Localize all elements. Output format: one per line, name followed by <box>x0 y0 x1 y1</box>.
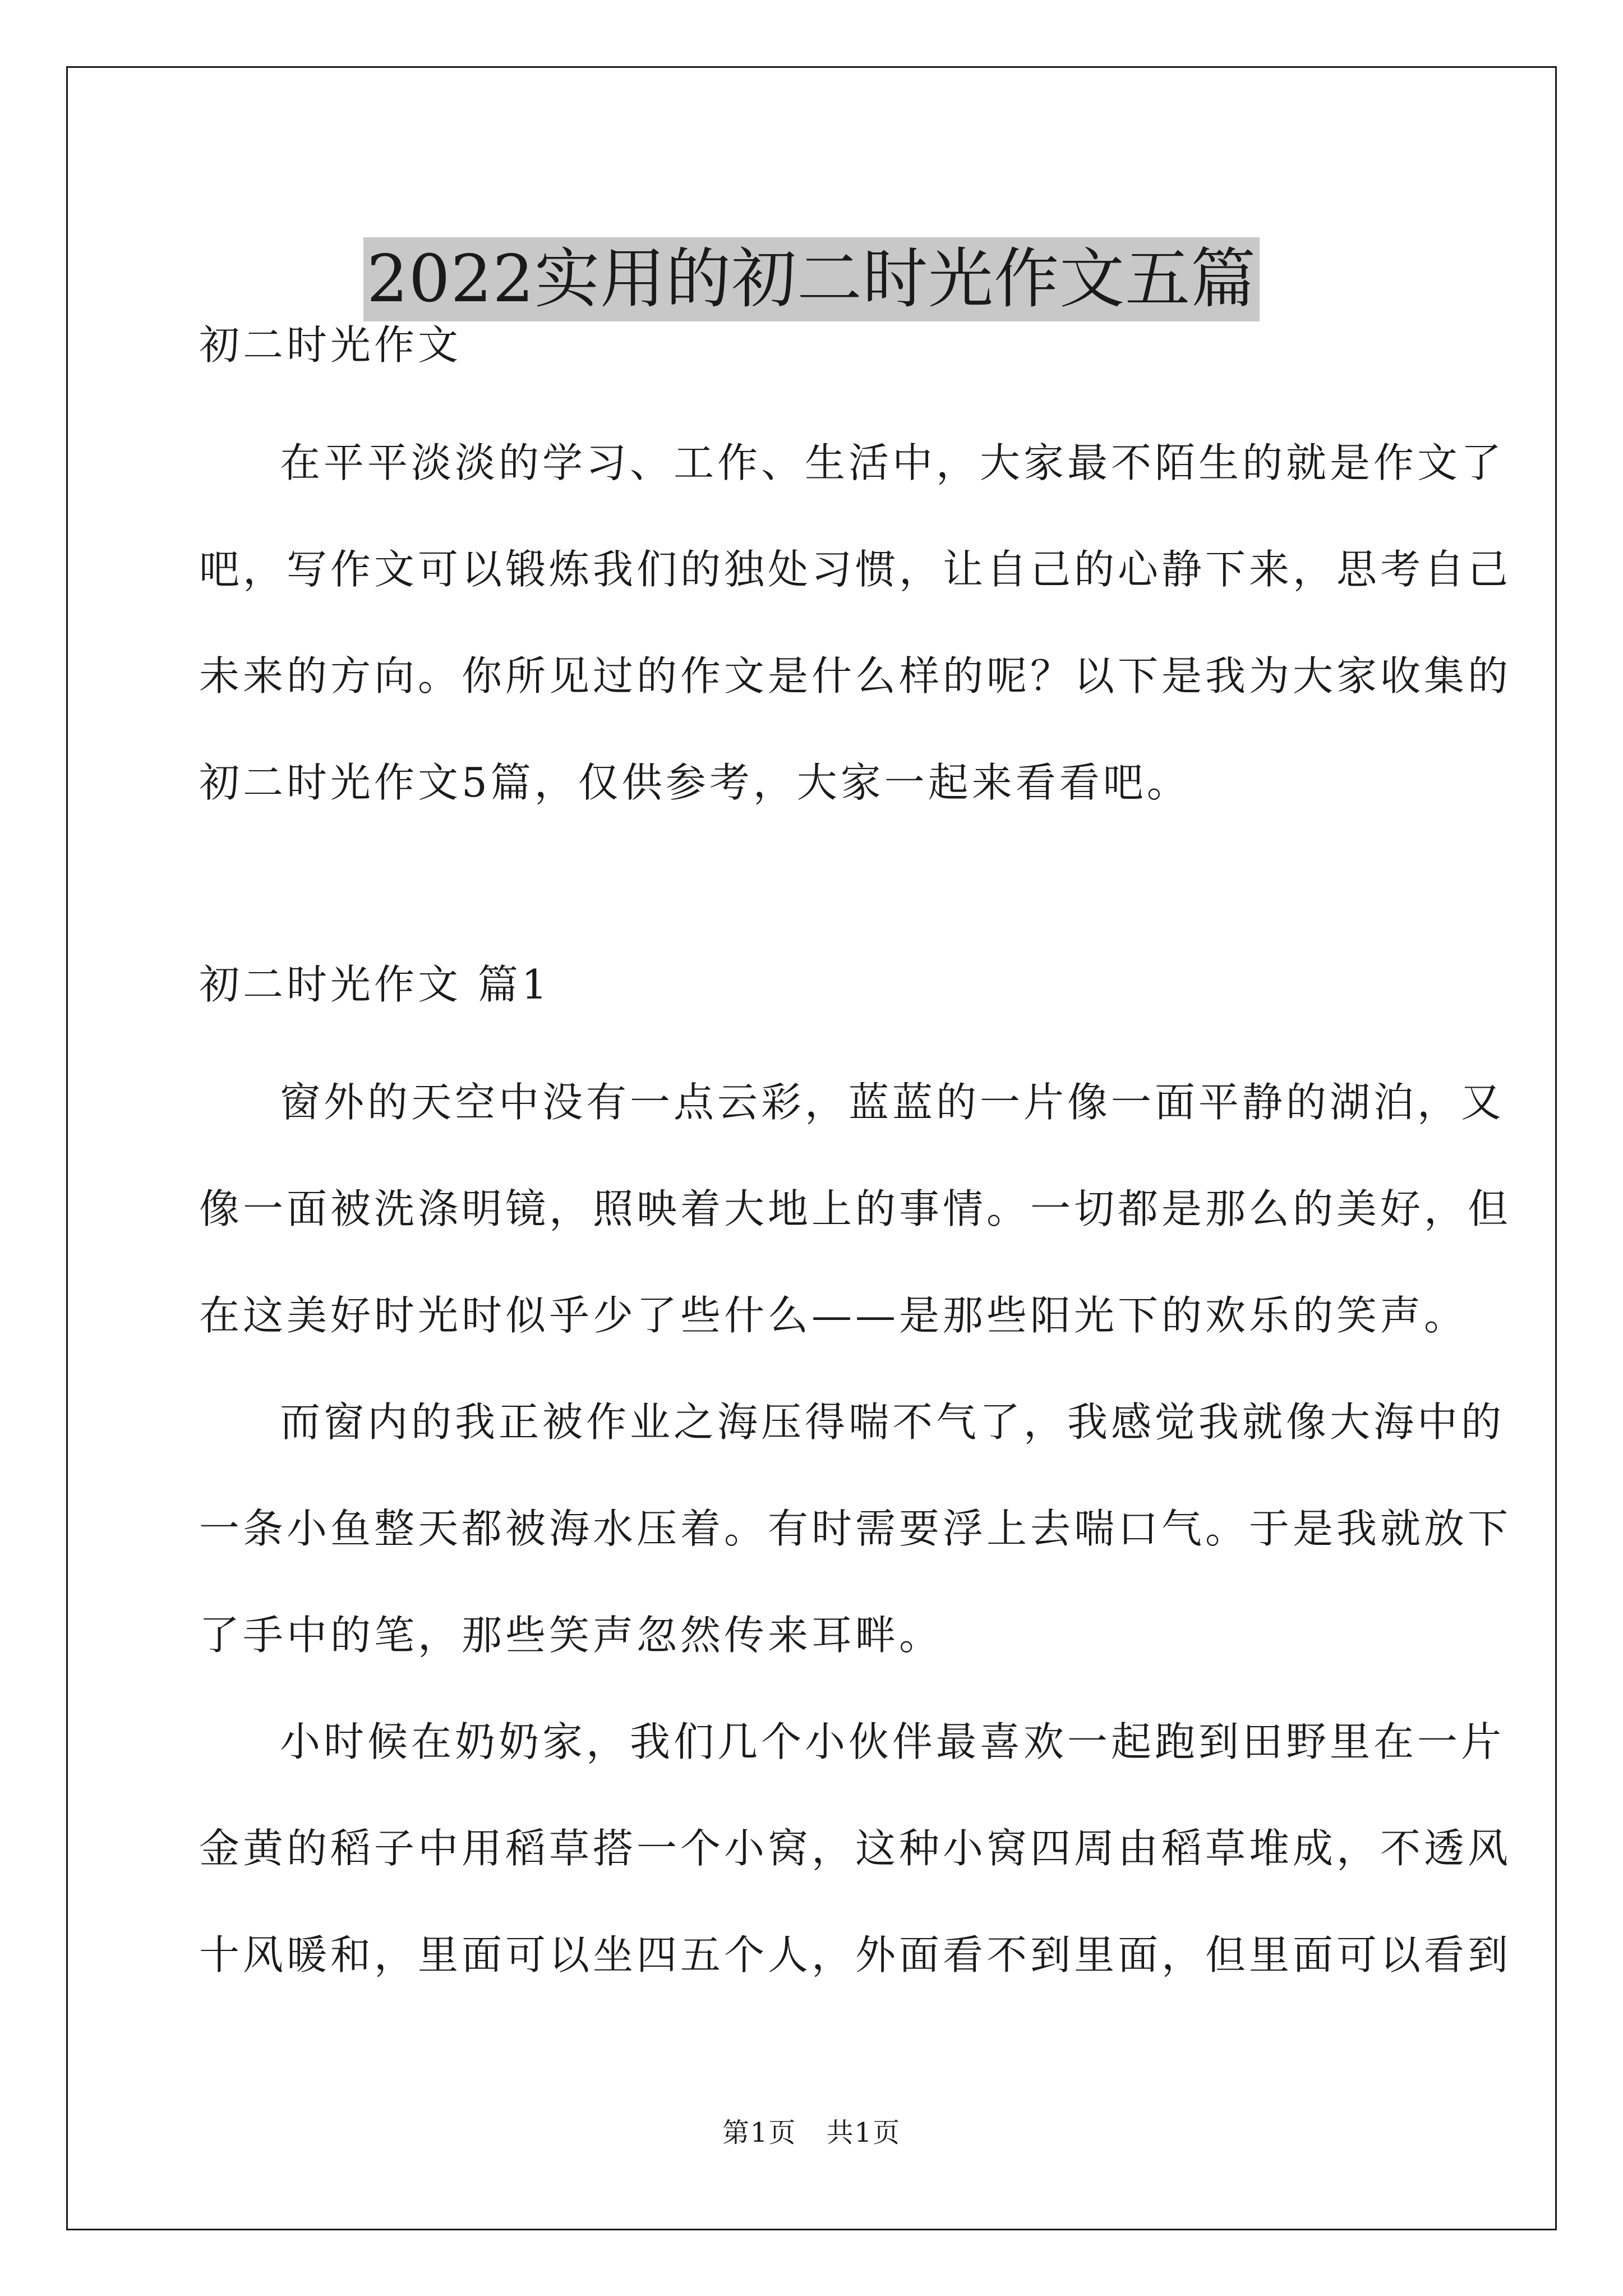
page-footer <box>0 2116 1623 2150</box>
intro-paragraph <box>199 409 1512 836</box>
text-line: 吧，写作文可以锻炼我们的独处习惯，让自己的心静下来，思考自己 <box>199 546 1512 593</box>
page-number: 第1页 <box>722 2117 797 2148</box>
text-line: 在这美好时光时似乎少了些什么——是那些阳光下的欢乐的笑声。 <box>199 1292 1468 1339</box>
text-line: 未来的方向。你所见过的作文是什么样的呢？以下是我为大家收集的 <box>199 652 1512 700</box>
text-line: 一条小鱼整天都被海水压着。有时需要浮上去喘口气。于是我就放下 <box>199 1505 1512 1552</box>
text-line: 窗外的天空中没有一点云彩，蓝蓝的一片像一面平静的湖泊，又 <box>280 1079 1505 1126</box>
document-body <box>199 303 1512 2008</box>
section-heading: 初二时光作文 篇1 <box>199 961 551 1008</box>
paragraph-1 <box>199 1049 1512 1369</box>
text-line: 了手中的笔，那些笑声忽然传来耳畔。 <box>199 1612 943 1659</box>
text-line: 在平平淡淡的学习、工作、生活中，大家最不陌生的就是作文了 <box>280 439 1505 486</box>
text-line: 初二时光作文5篇，仅供参考，大家一起来看看吧。 <box>199 759 1191 806</box>
page-total: 共1页 <box>826 2117 901 2148</box>
text-line: 像一面被洗涤明镜，照映着大地上的事情。一切都是那么的美好，但 <box>199 1185 1512 1232</box>
text-line: 而窗内的我正被作业之海压得喘不气了，我感觉我就像大海中的 <box>280 1398 1505 1446</box>
text-line: 十风暖和，里面可以坐四五个人，外面看不到里面，但里面可以看到 <box>199 1931 1512 1978</box>
paragraph-3 <box>199 1688 1512 2008</box>
document-title: 2022实用的初二时光作文五篇 <box>363 237 1260 321</box>
text-line: 金黄的稻子中用稻草搭一个小窝，这种小窝四周由稻草堆成，不透风 <box>199 1825 1512 1872</box>
text-line: 小时候在奶奶家，我们几个小伙伴最喜欢一起跑到田野里在一片 <box>280 1718 1505 1765</box>
intro-heading: 初二时光作文 <box>199 321 462 369</box>
section-gap <box>199 836 1438 942</box>
paragraph-2 <box>199 1369 1512 1688</box>
